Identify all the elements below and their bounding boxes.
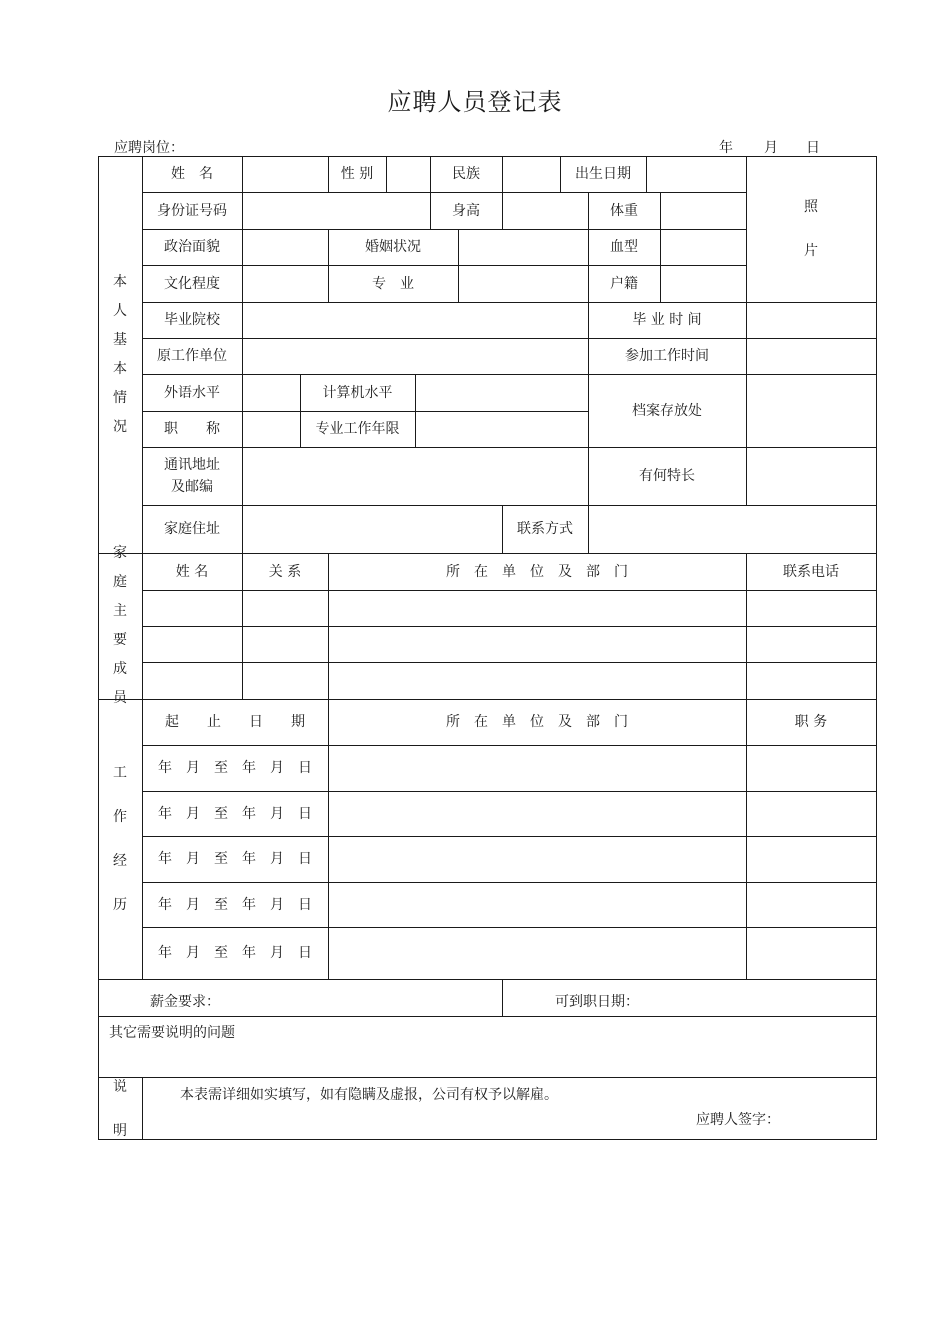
years-experience-field[interactable] xyxy=(415,411,588,447)
registration-form xyxy=(98,156,877,1140)
family-row-1[interactable] xyxy=(142,590,876,626)
title-rank-label: 职 称 xyxy=(164,421,220,437)
mailing-address-field[interactable] xyxy=(242,447,588,505)
id-number-label: 身份证号码 xyxy=(157,202,227,219)
signature-field[interactable] xyxy=(788,1104,876,1134)
education-field[interactable] xyxy=(242,265,328,302)
note-text: 本表需详细如实填写，如有隐瞒及虚报，公司有权予以解雇。 xyxy=(180,1087,558,1103)
family-row-2[interactable] xyxy=(142,626,876,662)
family-relation-header: 关 系 xyxy=(268,563,302,580)
position-label: 应聘岗位： xyxy=(114,140,184,156)
work-period-row-3: 年 月 至 年 月 日 xyxy=(158,851,312,867)
school-label: 毕业院校 xyxy=(164,312,220,328)
graduation-time-label: 毕 业 时 间 xyxy=(632,312,702,328)
gender-field[interactable] xyxy=(386,156,430,192)
work-period-row-1: 年 月 至 年 月 日 xyxy=(158,760,312,776)
archive-location-label: 档案存放处 xyxy=(632,402,702,419)
date-day: 日 xyxy=(806,140,820,156)
blood-type-field[interactable] xyxy=(660,229,746,265)
marital-status-field[interactable] xyxy=(458,229,588,265)
major-field[interactable] xyxy=(458,265,588,302)
political-status-field[interactable] xyxy=(242,229,328,265)
date-year: 年 xyxy=(719,140,733,156)
signature-label: 应聘人签字： xyxy=(696,1112,780,1128)
date-month: 月 xyxy=(764,140,778,156)
household-label: 户籍 xyxy=(610,275,638,292)
computer-level-label: 计算机水平 xyxy=(322,384,393,401)
family-phone-header: 联系电话 xyxy=(783,563,839,580)
weight-field[interactable] xyxy=(660,192,746,229)
name-label: 姓 名 xyxy=(171,166,213,182)
computer-level-field[interactable] xyxy=(415,374,588,411)
contact-field[interactable] xyxy=(588,505,876,553)
page-title: 应聘人员登记表 xyxy=(387,88,563,116)
household-field[interactable] xyxy=(660,265,746,302)
specialty-label: 有何特长 xyxy=(639,468,695,484)
years-experience-label: 专业工作年限 xyxy=(315,421,400,437)
work-unit-header: 所 在 单 位 及 部 门 xyxy=(446,714,628,730)
height-field[interactable] xyxy=(502,192,588,229)
work-unit-field-5[interactable] xyxy=(328,927,746,979)
work-period-row-5: 年 月 至 年 月 日 xyxy=(158,945,312,961)
work-period-row-4: 年 月 至 年 月 日 xyxy=(158,896,312,913)
work-unit-field-4[interactable] xyxy=(328,882,746,927)
birth-date-field[interactable] xyxy=(646,156,746,192)
political-status-label: 政治面貌 xyxy=(164,239,220,255)
school-field[interactable] xyxy=(242,302,588,338)
home-address-field[interactable] xyxy=(242,505,502,553)
family-name-header: 姓 名 xyxy=(175,563,209,580)
other-issues-label: 其它需要说明的问题 xyxy=(109,1025,235,1041)
work-period-header: 起 止 日 期 xyxy=(165,714,305,730)
name-field[interactable] xyxy=(242,156,328,192)
work-unit-field-2[interactable] xyxy=(328,791,746,836)
archive-location-field[interactable] xyxy=(746,374,876,447)
section-work-label: 工 作 经 历 xyxy=(113,765,127,913)
former-employer-field[interactable] xyxy=(242,338,588,374)
birth-date-label: 出生日期 xyxy=(575,166,631,182)
education-label: 文化程度 xyxy=(164,275,220,292)
graduation-time-field[interactable] xyxy=(746,302,876,338)
work-period-row-2: 年 月 至 年 月 日 xyxy=(158,805,312,822)
marital-status-label: 婚姻状况 xyxy=(365,239,421,255)
blood-type-label: 血型 xyxy=(610,239,638,255)
major-label: 专 业 xyxy=(372,275,414,292)
photo-placeholder: 照 片 xyxy=(804,199,818,259)
other-issues-field[interactable] xyxy=(98,1040,876,1077)
work-unit-field-3[interactable] xyxy=(328,836,746,882)
ethnicity-label: 民族 xyxy=(452,166,480,182)
foreign-language-label: 外语水平 xyxy=(164,384,220,401)
id-number-field[interactable] xyxy=(242,192,430,229)
work-job-header: 职 务 xyxy=(794,714,828,730)
former-employer-label: 原工作单位 xyxy=(157,348,227,364)
foreign-language-field[interactable] xyxy=(242,374,300,411)
weight-label: 体重 xyxy=(610,202,638,219)
title-rank-field[interactable] xyxy=(242,411,300,447)
mailing-address-label: 通讯地址 及邮编 xyxy=(164,457,220,495)
specialty-field[interactable] xyxy=(746,447,876,505)
work-start-time-label: 参加工作时间 xyxy=(625,348,709,364)
family-row-3[interactable] xyxy=(142,662,876,699)
work-unit-field-1[interactable] xyxy=(328,745,746,791)
section-family-label: 家 庭 主 要 成 员 xyxy=(113,545,127,706)
section-basic-label: 本 人 基 本 情 况 xyxy=(113,273,127,435)
height-label: 身高 xyxy=(452,202,480,219)
available-date-label: 可到职日期： xyxy=(555,994,639,1010)
contact-label: 联系方式 xyxy=(517,521,573,537)
ethnicity-field[interactable] xyxy=(502,156,560,192)
family-unit-header: 所 在 单 位 及 部 门 xyxy=(446,563,628,580)
work-start-time-field[interactable] xyxy=(746,338,876,374)
salary-label: 薪金要求： xyxy=(150,994,220,1010)
home-address-label: 家庭住址 xyxy=(164,521,220,537)
note-label: 说 明 xyxy=(113,1078,127,1139)
gender-label: 性 别 xyxy=(340,166,374,182)
